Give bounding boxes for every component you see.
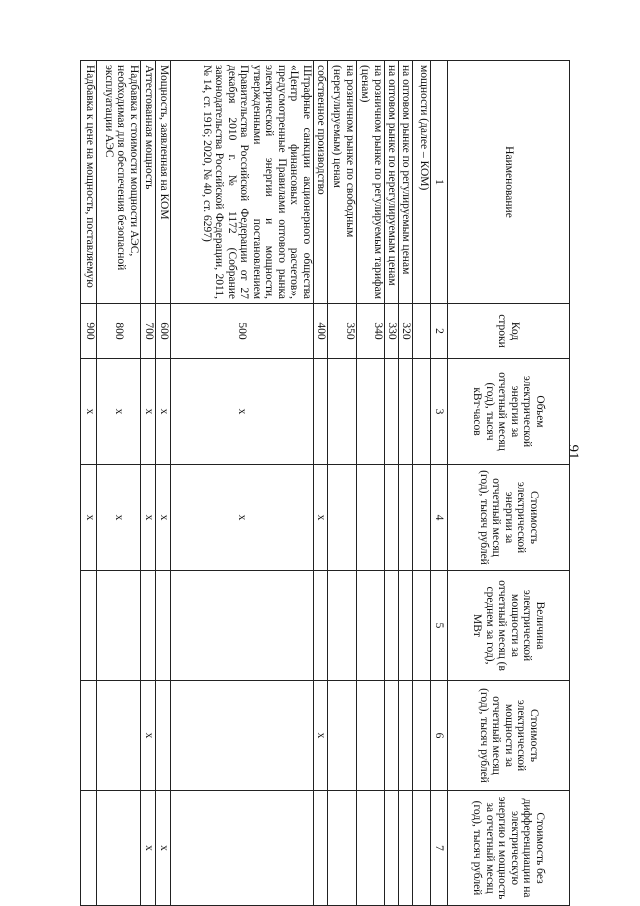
cell-undifferentiated-cost (314, 791, 328, 906)
table-row (399, 61, 413, 906)
cell-energy-cost: х (171, 465, 314, 571)
row-name: на розничном рынке по регулируемым тарифам (ценам) (357, 61, 385, 304)
column-number: 1 (431, 61, 448, 304)
page-number: 91 (565, 444, 581, 460)
cell-capacity-cost (413, 681, 431, 791)
row-name: на розничном рынке по свободным (нерегулируемым) ценам (328, 61, 357, 304)
table-row (328, 61, 357, 906)
cell-energy-volume (328, 359, 357, 465)
column-number: 4 (431, 465, 448, 571)
cell-undifferentiated-cost: х (156, 791, 171, 906)
cell-energy-cost: х (97, 465, 141, 571)
cell-capacity-cost (399, 681, 413, 791)
column-number: 7 (431, 791, 448, 906)
row-code: 330 (385, 304, 399, 359)
cell-capacity-value (385, 571, 399, 681)
cell-energy-cost: х (81, 465, 97, 571)
cell-energy-volume (385, 359, 399, 465)
cell-capacity-value (171, 571, 314, 681)
cell-energy-cost (328, 465, 357, 571)
row-code: 350 (328, 304, 357, 359)
table-row (314, 61, 328, 906)
cell-energy-cost (413, 465, 431, 571)
row-name: мощности (далее – КОМ) (413, 61, 431, 304)
row-code: 340 (357, 304, 385, 359)
cell-capacity-cost (385, 681, 399, 791)
cell-capacity-value (357, 571, 385, 681)
header-row (448, 61, 570, 906)
table-row (97, 61, 141, 906)
table-row (141, 61, 156, 906)
cell-capacity-cost (156, 681, 171, 791)
cell-capacity-cost: х (141, 681, 156, 791)
cell-capacity-cost: х (314, 681, 328, 791)
row-name: Надбавка к стоимости мощности АЭС, необходимая для обеспечения безопасной эксплуатации АЭС (97, 61, 141, 304)
cell-undifferentiated-cost (413, 791, 431, 906)
cell-energy-cost (385, 465, 399, 571)
row-name: Аттестованная мощность (141, 61, 156, 304)
row-name: Мощность, заявленная на КОМ (156, 61, 171, 304)
cell-undifferentiated-cost (81, 791, 97, 906)
table-row (357, 61, 385, 906)
cell-energy-volume: х (97, 359, 141, 465)
row-name: на оптовом рынке по регулируемым ценам (399, 61, 413, 304)
cell-capacity-cost (81, 681, 97, 791)
cell-capacity-value (141, 571, 156, 681)
header-undifferentiated-cost: Стоимость без дифференциации на электрическую энергию и мощность за отчетный месяц (год), тысяч рублей (448, 791, 570, 906)
cell-capacity-value (399, 571, 413, 681)
column-number: 3 (431, 359, 448, 465)
row-code: 900 (81, 304, 97, 359)
cell-energy-cost (399, 465, 413, 571)
cell-capacity-value (314, 571, 328, 681)
header-capacity-cost: Стоимость электрической мощности за отчетный месяц (год), тысяч рублей (448, 681, 570, 791)
row-code: 400 (314, 304, 328, 359)
row-name: Штрафные санкции акционерного общества «Центр финансовых расчетов», предусмотренные Правилами оптового рынка электрической энергии и мощности, утвержденными постановлением Правительства Российской Федерации от 27 декабря 2010 г. № 1172 (Собрание законодательства Российской Федерации, 2011, № 14, ст. 1916; 2020, № 40, ст. 6297) (171, 61, 314, 304)
row-code: 500 (171, 304, 314, 359)
table-row (156, 61, 171, 906)
cell-energy-volume (413, 359, 431, 465)
cell-energy-volume: х (81, 359, 97, 465)
header-code: Код строки (448, 304, 570, 359)
cell-energy-cost: х (141, 465, 156, 571)
header-energy-cost: Стоимость электрической энергии за отчетный месяц (год), тысяч рублей (448, 465, 570, 571)
cell-energy-volume: х (156, 359, 171, 465)
cell-undifferentiated-cost (97, 791, 141, 906)
cell-capacity-cost (97, 681, 141, 791)
header-energy-volume: Объем электрической энергии за отчетный месяц (год), тысяч кВт∙часов (448, 359, 570, 465)
cell-capacity-value (413, 571, 431, 681)
table-row (413, 61, 431, 906)
cell-undifferentiated-cost (357, 791, 385, 906)
cell-capacity-cost (171, 681, 314, 791)
cell-undifferentiated-cost (328, 791, 357, 906)
cell-energy-volume (357, 359, 385, 465)
cell-undifferentiated-cost: х (141, 791, 156, 906)
row-name: собственное производство (314, 61, 328, 304)
cell-undifferentiated-cost (385, 791, 399, 906)
cell-capacity-cost (357, 681, 385, 791)
table-row (171, 61, 314, 906)
column-number: 2 (431, 304, 448, 359)
header-capacity-value: Величина электрической мощности за отчетный месяц (в среднем за год), МВт (448, 571, 570, 681)
cell-energy-cost: х (314, 465, 328, 571)
row-code (413, 304, 431, 359)
cell-energy-volume (399, 359, 413, 465)
header-name: Наименование (448, 61, 570, 304)
cell-capacity-value (81, 571, 97, 681)
cell-energy-volume (314, 359, 328, 465)
cell-capacity-value (328, 571, 357, 681)
data-table (80, 60, 570, 906)
row-code: 320 (399, 304, 413, 359)
row-code: 700 (141, 304, 156, 359)
column-number: 5 (431, 571, 448, 681)
cell-energy-cost: х (156, 465, 171, 571)
row-name: на оптовом рынке по нерегулируемым ценам (385, 61, 399, 304)
cell-undifferentiated-cost (399, 791, 413, 906)
table-row (81, 61, 97, 906)
rotated-page (60, 60, 570, 905)
row-name: Надбавка к цене на мощность, поставляемую (81, 61, 97, 304)
cell-capacity-cost (328, 681, 357, 791)
column-number: 6 (431, 681, 448, 791)
cell-capacity-value (97, 571, 141, 681)
cell-energy-volume: х (141, 359, 156, 465)
row-code: 800 (97, 304, 141, 359)
table-row (385, 61, 399, 906)
cell-energy-volume: х (171, 359, 314, 465)
cell-energy-cost (357, 465, 385, 571)
row-code: 600 (156, 304, 171, 359)
cell-capacity-value (156, 571, 171, 681)
column-number-row (431, 61, 448, 906)
cell-undifferentiated-cost (171, 791, 314, 906)
